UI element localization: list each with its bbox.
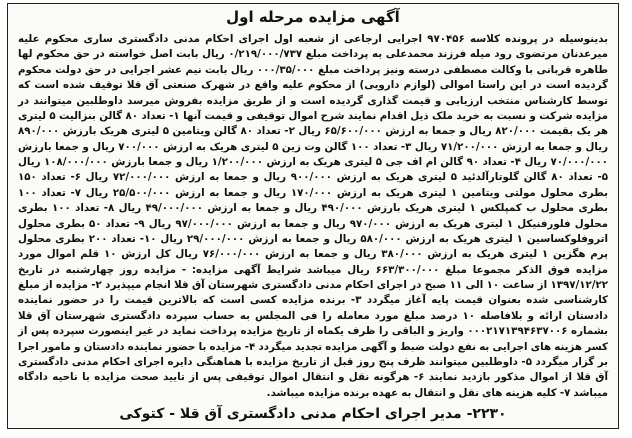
notice-title: آگهی مزایده مرحله اول [226,8,400,26]
notice-signature: ۲۲۳۰- مدیر اجرای احکام مدنی دادگستری آق قلا - کتوکی [119,406,507,422]
notice-body: بدینوسیله در پرونده کلاسه ۹۷۰۴۵۶ اجرایی ارجاعی از شعبه اول اجرای احکام مدنی دادگستری ساری محکوم علیه میرعدنان مرتضوی رود میله فرزند محمدعلی به پرداخت مبلغ ۰/۲۱۹/۰۰۰/۷۳۷ ریال بابت اصل خواسته در حق محکوم لها طاهره قربانی با وکالت مصطفی درسته ونیز پرداخت مبلغ ۰۰۰/۳۵/۰۰۰ ریال بابت نیم عشر اجرایی در حق دولت محکوم گردیده است در این راستا اموالی (لوازم دارویی) از محکوم علیه واقع در شهرک صنعتی آق قلا توقیف شده است که توسط کارشناس منتخب ارزیابی و قیمت گذاری گردیده است و از طریق مزایده بفروش میرسد داوطلبین میتوانند در مزایده شرکت و نسبت به خرید ملک ذیل اقدام نمایند شرح اموال توقیفی و قیمت آنها ۱- تعداد ۸۰ گالن بنزالیت ۵ لیتری هر یک بقیمت ۸۲۰/۰۰۰ ریال و جمعا به ارزش ۶۵/۶۰۰/۰۰۰ ریال ۲- تعداد ۸۰ گالن ویتامین ۵ لیتری هریک بارزش ۸۹۰/۰۰۰ ریال و جمعا به ارزش ۷۱/۲۰۰/۰۰۰ ریال ۳- تعداد ۱۰۰ گالن وت زین ۵ لیتری هریک به ارزش ۷۰۰/۰۰۰ ریال و جمعا بارزش ۷۰/۰۰۰/۰۰۰ ریال ۴- تعداد ۹۰ گالن ام اف جی ۵ لیتری هریک به ارزش ۱/۲۰۰/۰۰۰ ریال و جمعا بارزش ۱۰۸/۰۰۰/۰۰۰ ریال ۵- تعداد ۸۰ گالن گلوتارآلدئید ۵ لیتری هریک به ارزش ۹۰۰/۰۰۰ ریال و جمعا به ارزش ۷۲/۰۰۰/۰۰۰ ریال ۶- تعداد ۱۵۰ بطری محلول مولتی ویتامین ۱ لیتری هریک به ارزش ۱۷۰/۰۰۰ ریال و جمعا به ارزش ۲۵/۵۰۰/۰۰۰ ریال ۷- تعداد ۱۰۰ بطری محلول ب کمپلکس ۱ لیتری هریک بارزش ۴۹۰/۰۰۰ ریال و جمعا به ارزش ۴۹/۰۰۰/۰۰۰ ریال ۸- تعداد ۱۰۰ بطری محلول فلورفنیکل ۱ لیتری هریک به ارزش ۹۷۰/۰۰۰ ریال و جمعا به ارزش ۹۷/۰۰۰/۰۰۰ ریال ۹- تعداد ۵۰ بطری محلول اتروفلوکساسین ۱ لیتری هریک به ارزش ۵۸۰/۰۰۰ ریال و جمعا به ارزش ۲۹/۰۰۰/۰۰۰ ریال ۱۰- تعداد ۲۰۰ بطری محلول پرم هگزین ۱ لیتری هریک به ارزش ۳۸۰/۰۰۰ ریال و جمعا به ارزش ۷۶/۰۰۰/۰۰۰ ریال کل ارزش ۱۰ قلم اموال مورد مزایده فوق الذکر مجموعا مبلغ ۶۶۳/۳۰۰/۰۰۰ ریال میباشد شرایط آگهی مزایده: - مزایده روز چهارشنبه در تاریخ ۱۳۹۷/۱۲/۲۲ از ساعت ۱۰ الی ۱۱ صبح در اجرای احکام مدنی دادگستری شهرستان آق قلا انجام میپذیرد ۲- مزایده از مبلغ کارشناسی شده بعنوان قیمت پایه آغاز میگردد ۳- برنده مزایده کسی است که بالاترین قیمت را در حضور نماینده دادستان ارائه و بلافاصله ۱۰ درصد مبلغ مورد معامله را فی المجلس به حساب سپرده دادگستری شهرستان آق قلا بشماره ۰۰۰۲۱۷۱۳۹۴۶۳۷۰۰۶ واریز و الباقی را ظرف یکماه از تاریخ مزایده پرداخت نماید در غیر اینصورت سپرده پس از کسر هزینه های اجرایی به نفع دولت ضبط و آگهی مزایده تجدید میگردد ۴- مزایده با حضور نماینده دادستان و مامور اجرا بر گزار میگردد ۵- داوطلبین میتوانند ظرف پنج روز قبل از تاریخ مزایده با هماهنگی دایره اجرای احکام مدنی دادگستری آق قلا از اموال مذکور بازدید نمایند ۶- هرگونه نقل و انتقال اموال توقیفی پس از تایید صحت مزایده با ناحیه دادگاه میباشد ۷- کلیه هزینه های نقل و انتقال به عهده برنده مزایده میباشد. [18,33,609,399]
notice-frame [7,3,619,429]
